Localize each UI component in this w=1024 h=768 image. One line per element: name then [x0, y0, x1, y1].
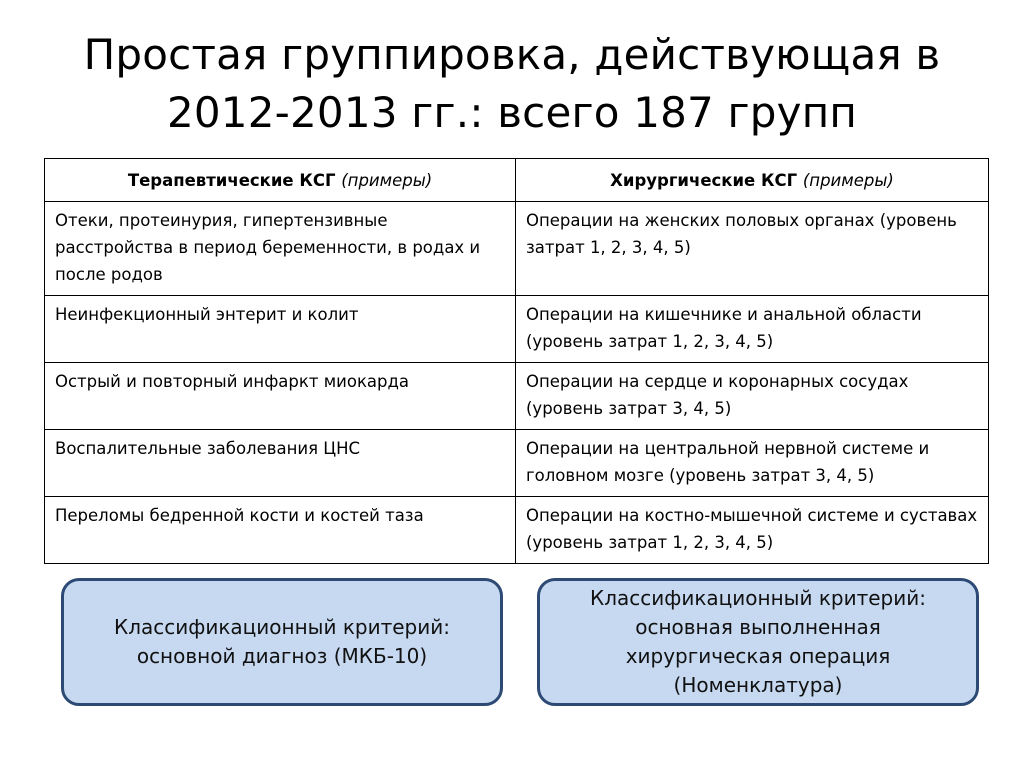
therapeutic-cell: Острый и повторный инфаркт миокарда	[45, 363, 516, 430]
table-row	[45, 296, 989, 363]
therapeutic-cell: Воспалительные заболевания ЦНС	[45, 430, 516, 497]
criterion-box-line: основная выполненная	[635, 615, 881, 639]
table-row	[45, 202, 989, 296]
therapeutic-cell: Неинфекционный энтерит и колит	[45, 296, 516, 363]
therapeutic-cell: Переломы бедренной кости и костей таза	[45, 497, 516, 564]
criterion-box-line: Классификационный критерий:	[114, 615, 450, 639]
table-row	[45, 497, 989, 564]
header-therapeutic-label: Терапевтические КСГ	[127, 171, 336, 190]
surgical-cell: Операции на женских половых органах (уровень затрат 1, 2, 3, 4, 5)	[516, 202, 989, 296]
criterion-box-line: Классификационный критерий:	[590, 586, 926, 610]
slide-title	[40, 26, 984, 142]
criterion-box-diagnosis	[61, 578, 503, 706]
therapeutic-cell: Отеки, протеинурия, гипертензивные расстройства в период беременности, в родах и после родов	[45, 202, 516, 296]
header-surgical	[516, 159, 989, 202]
criterion-box-operation	[537, 578, 979, 706]
table-row	[45, 430, 989, 497]
surgical-cell: Операции на сердце и коронарных сосудах (уровень затрат 3, 4, 5)	[516, 363, 989, 430]
surgical-cell: Операции на костно-мышечной системе и суставах (уровень затрат 1, 2, 3, 4, 5)	[516, 497, 989, 564]
slide-title-line-1: Простая группировка, действующая в	[83, 30, 941, 79]
header-surgical-label: Хирургические КСГ	[610, 171, 798, 190]
header-therapeutic-note: (примеры)	[341, 171, 433, 190]
header-surgical-note: (примеры)	[802, 171, 894, 190]
table-header-row	[45, 159, 989, 202]
table-row	[45, 363, 989, 430]
surgical-cell: Операции на центральной нервной системе и головном мозге (уровень затрат 3, 4, 5)	[516, 430, 989, 497]
slide-title-line-2: 2012-2013 гг.: всего 187 групп	[166, 88, 858, 137]
criterion-box-line: основной диагноз (МКБ-10)	[136, 644, 428, 668]
header-therapeutic	[45, 159, 516, 202]
surgical-cell: Операции на кишечнике и анальной области (уровень затрат 1, 2, 3, 4, 5)	[516, 296, 989, 363]
criterion-box-line: (Номенклатура)	[673, 673, 843, 697]
criterion-box-line: хирургическая операция	[625, 644, 891, 668]
ksg-examples-table	[44, 158, 989, 564]
